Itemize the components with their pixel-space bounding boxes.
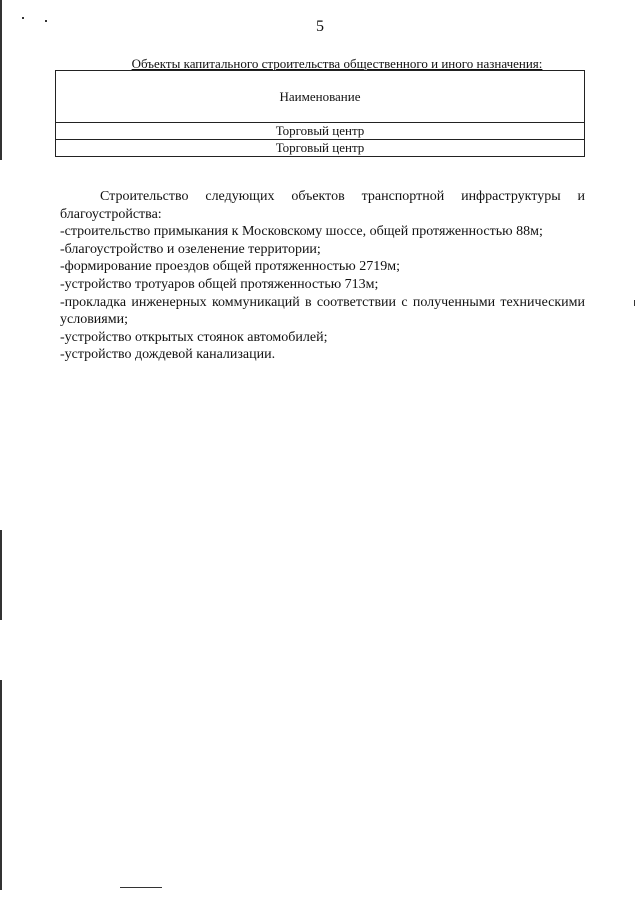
table-row: [56, 123, 585, 140]
page-number: 5: [316, 18, 324, 35]
scan-artifact: [0, 680, 2, 890]
table-row: [56, 140, 585, 157]
section-heading: Объекты капитального строительства общественного и иного назначения:: [131, 56, 543, 71]
scan-artifact: [22, 17, 24, 19]
objects-table: [55, 70, 585, 157]
list-item: -устройство дождевой канализации.: [60, 347, 276, 363]
table-cell-name: Торговый центр: [56, 123, 585, 140]
scan-artifact: [634, 300, 635, 306]
list-item: -прокладка инженерных коммуникаций в соответствии с полученными техническими условиями;: [60, 294, 585, 328]
table-cell-name: Торговый центр: [56, 140, 585, 157]
scan-artifact: [120, 887, 162, 888]
list-item: -благоустройство и озеленение территории;: [60, 241, 321, 257]
body-text: [60, 188, 585, 364]
list-item: -устройство тротуаров общей протяженностью 713м;: [60, 276, 379, 292]
table-header-name: Наименование: [56, 71, 585, 123]
scan-artifact: [0, 0, 2, 160]
scan-artifact: [0, 530, 2, 620]
table-header-row: [56, 71, 585, 123]
scan-artifact: [45, 20, 47, 22]
intro-paragraph: Строительство следующих объектов транспортной инфраструктуры и благоустройства:: [60, 189, 585, 222]
list-item: -строительство примыкания к Московскому шоссе, общей протяженностью 88м;: [60, 224, 543, 240]
list-item: -формирование проездов общей протяженностью 2719м;: [60, 259, 401, 275]
list-item: -устройство открытых стоянок автомобилей;: [60, 329, 328, 345]
